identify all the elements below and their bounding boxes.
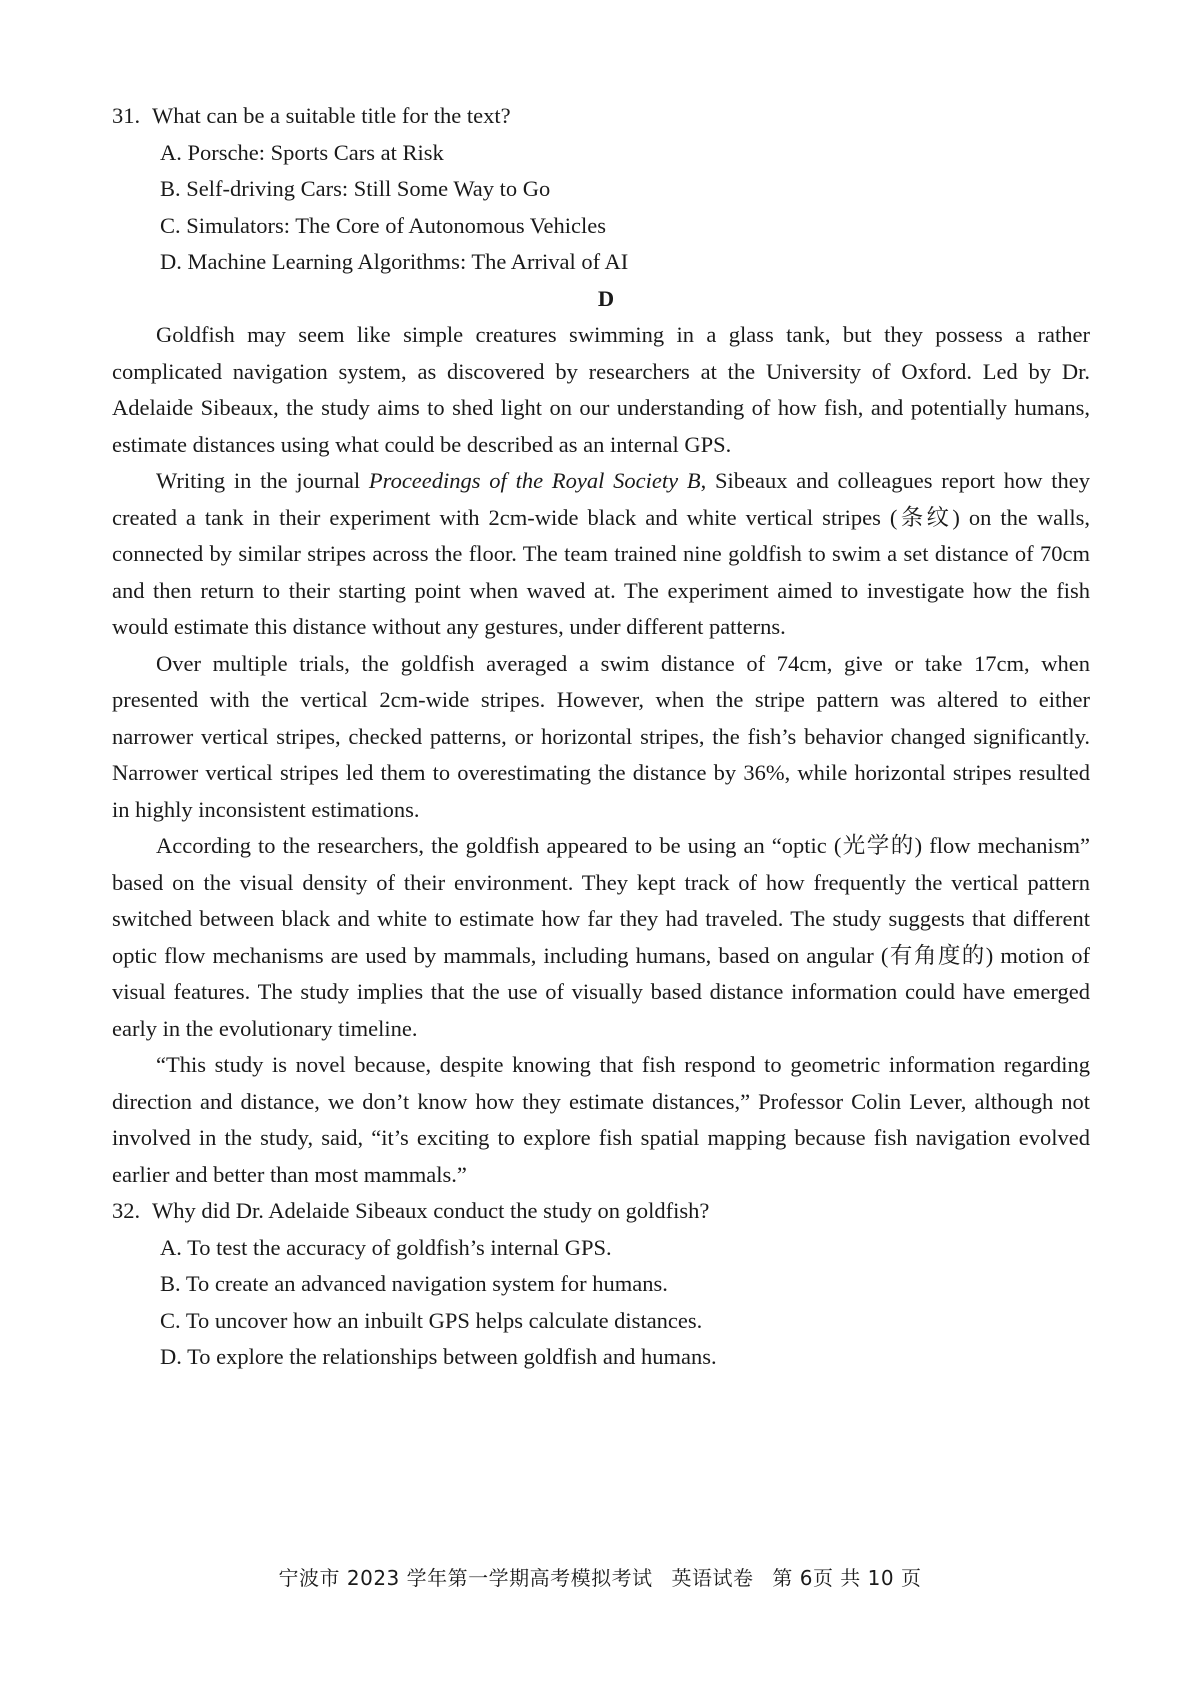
passage-paragraph-2 [112, 463, 1090, 646]
question-text: Why did Dr. Adelaide Sibeaux conduct the study on goldfish? [152, 1198, 710, 1223]
page-content [112, 98, 1090, 1376]
option-c: C. Simulators: The Core of Autonomous Vehicles [160, 212, 607, 238]
subject-name: 英语试卷 [671, 1566, 754, 1590]
paragraph-2-lead: Writing in the journal [156, 468, 369, 493]
question-31-stem [112, 98, 1090, 135]
question-number: 31. [112, 103, 141, 128]
exam-name: 宁波市 2023 学年第一学期高考模拟考试 [278, 1566, 653, 1590]
question-32 [112, 1193, 1090, 1376]
journal-title: Proceedings of the Royal Society B [368, 468, 701, 493]
section-heading: D [597, 285, 615, 311]
page-footer [0, 1562, 1200, 1591]
passage-paragraph-1: Goldfish may seem like simple creatures swimming in a glass tank, but they possess a rather complicated navigation system, as discovered by researchers at the University of Oxford. Led by Dr. Adelaide Sibeaux, the study aims to shed light on our understanding of how fish, and potentially humans, estimate distances using what could be described as an internal GPS. [112, 322, 1090, 457]
option-a: A. Porsche: Sports Cars at Risk [160, 139, 444, 165]
option-b: B. Self-driving Cars: Still Some Way to Go [160, 176, 551, 201]
passage-paragraph-3: Over multiple trials, the goldfish averaged a swim distance of 74cm, give or take 17cm, when presented with the vertical 2cm-wide stripes. However, when the stripe pattern was altered to either narrower vertical stripes, checked patterns, or horizontal stripes, the fish’s behavior changed significantly. Narrower vertical stripes led them to overestimating the distance by 36%, while horizontal stripes resulted in highly inconsistent estimations. [112, 650, 1090, 822]
option-d: D. Machine Learning Algorithms: The Arrival of AI [160, 249, 629, 274]
paragraph-2-rest: , Sibeaux and colleagues report how they created a tank in their experiment with 2cm-wide black and white vertical stripes (条纹) on the walls, connected by similar stripes across the floor. The team trained nine goldfish to swim a set distance of 70cm and then return to their starting point when waved at. The experiment aimed to investigate how the fish would estimate this distance without any gestures, under different patterns. [112, 468, 1091, 639]
question-text: What can be a suitable title for the text? [152, 103, 511, 128]
question-number: 32. [112, 1198, 141, 1223]
option-a: A. To test the accuracy of goldfish’s internal GPS. [160, 1234, 612, 1260]
page-number: 第 6页 共 10 页 [772, 1566, 922, 1590]
option-c: C. To uncover how an inbuilt GPS helps calculate distances. [160, 1307, 703, 1333]
passage-paragraph-5: “This study is novel because, despite knowing that fish respond to geometric information regarding direction and distance, we don’t know how they estimate distances,” Professor Colin Lever, although not involved in the study, said, “it’s exciting to explore fish spatial mapping because fish navigation evolved earlier and better than most mammals.” [112, 1052, 1090, 1187]
option-d: D. To explore the relationships between goldfish and humans. [160, 1344, 717, 1369]
option-b: B. To create an advanced navigation system for humans. [160, 1271, 668, 1296]
question-32-stem [112, 1193, 1090, 1230]
question-31 [112, 98, 1090, 281]
passage-paragraph-4: According to the researchers, the goldfish appeared to be using an “optic (光学的) flow mechanism” based on the visual density of their environment. They kept track of how frequently the vertical pattern switched between black and white to estimate how far they had traveled. The study suggests that different optic flow mechanisms are used by mammals, including humans, based on angular (有角度的) motion of visual features. The study implies that the use of visually based distance information could have emerged early in the evolutionary timeline. [112, 833, 1090, 1041]
